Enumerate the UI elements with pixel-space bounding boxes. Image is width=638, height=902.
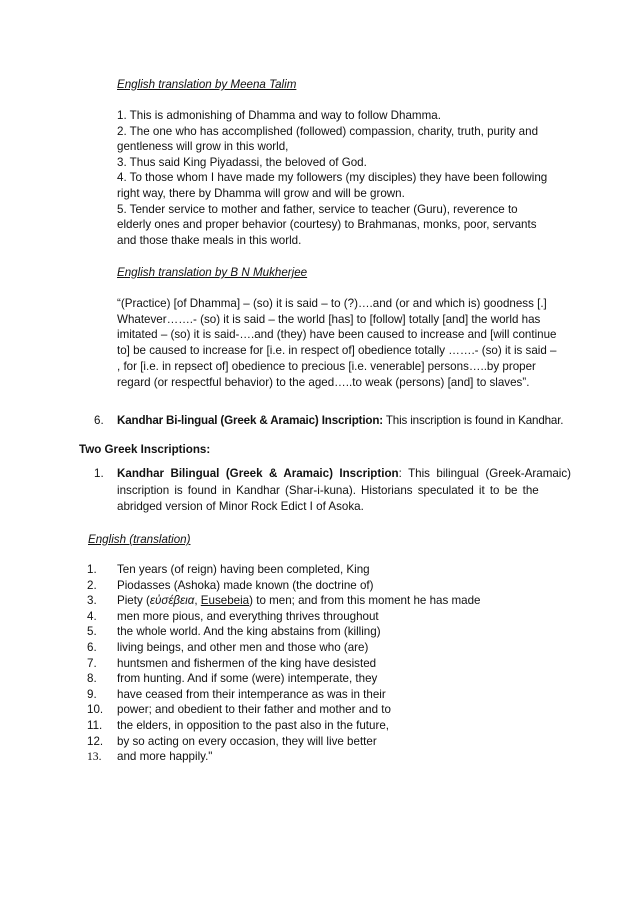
greek-inscriptions-heading (79, 442, 210, 458)
english-translation-list (87, 562, 547, 765)
item-6-number: 6. (94, 414, 104, 427)
greek-item-1-number: 1. (94, 467, 104, 480)
list-text-part: , (194, 594, 201, 608)
greek-heading-text: Two Greek Inscriptions: (79, 443, 211, 456)
talim-line: 3. Thus said King Piyadassi, the beloved of God. (117, 155, 367, 169)
list-text: by so acting on every occasion, they will live better (117, 734, 377, 748)
list-item (87, 624, 547, 640)
mukherjee-line: to] be caused to increase for [i.e. in respect of] obedience totally …….- (so) it is said – (117, 344, 557, 358)
list-text: from hunting. And if some (were) intemperate, they (117, 672, 378, 686)
mukherjee-line: imitated – (so) it is said-….and (they) have been caused to increase and [will continue (117, 328, 557, 342)
list-number: 1. (87, 563, 97, 576)
mukherjee-heading (117, 265, 563, 281)
mukherjee-translation (117, 296, 563, 390)
list-text: living beings, and other men and those who (are) (117, 640, 369, 654)
list-number: 7. (87, 656, 97, 670)
greek-item-1-line: abridged version of Minor Rock Edict I of Asoka. (117, 500, 364, 513)
list-number: 4. (87, 609, 97, 623)
greek-item-1-line: : This bilingual (Greek-Aramaic) (398, 467, 572, 480)
talim-heading-text: English translation by Meena Talim (117, 78, 297, 91)
list-item (87, 656, 547, 672)
eusebeia-link[interactable]: Eusebeia (200, 594, 250, 608)
greek-item-1-title: Kandhar Bilingual (Greek & Aramaic) Inscription (117, 467, 399, 480)
greek-item-1-line: inscription is found in Kandhar (Shar-i-kuna). Historians speculated it to be the (117, 483, 539, 497)
item-6-title: Kandhar Bi-lingual (Greek & Aramaic) Inscription: (117, 414, 384, 427)
talim-line: elderly ones and proper behavior (courtesy) to Brahmanas, monks, poor, servants (117, 218, 537, 232)
list-number: 3. (87, 594, 97, 608)
english-translation-heading-text: English (translation) (88, 533, 191, 546)
talim-line: right way, there by Dhamma will grow and will be grown. (117, 186, 405, 200)
list-item (87, 734, 547, 750)
list-text: power; and obedient to their father and mother and to (117, 703, 391, 717)
talim-line: 4. To those whom I have made my followers (my disciples) they have been following (117, 171, 548, 185)
talim-line: 5. Tender service to mother and father, service to teacher (Guru), reverence to (117, 202, 518, 216)
mukherjee-heading-text: English translation by B N Mukherjee (117, 266, 308, 279)
list-item (87, 609, 547, 625)
mukherjee-line: “(Practice) [of Dhamma] – (so) it is said – to (?)….and (or and which is) goodness [.] (117, 297, 547, 310)
talim-line: 2. The one who has accomplished (followed) compassion, charity, truth, purity and (117, 124, 539, 138)
list-number: 8. (87, 672, 97, 686)
list-number: 9. (87, 687, 97, 701)
list-item (87, 578, 547, 594)
list-text: Piodasses (Ashoka) made known (the doctrine of) (117, 578, 374, 592)
list-item (87, 718, 547, 734)
talim-translation (117, 108, 563, 248)
talim-heading (117, 77, 563, 93)
list-number: 12. (87, 734, 104, 748)
greek-word: εὐσέβεια (149, 594, 195, 608)
mukherjee-line: , for [i.e. in repsect of] obedience to precious [i.e. venerable] persons…..by proper (117, 359, 536, 373)
mukherjee-line: Whatever…….- (so) it is said – the world [has] to [follow] totally [and] the world has (117, 312, 541, 326)
list-number: 2. (87, 578, 97, 592)
list-item (87, 687, 547, 703)
list-text: and more happily." (117, 750, 213, 764)
list-text: men more pious, and everything thrives throughout (117, 609, 379, 623)
english-translation-heading (88, 532, 190, 548)
talim-line: and those thake meals in this world. (117, 233, 302, 247)
list-number: 6. (87, 640, 97, 654)
item-6-text: This inscription is found in Kandhar. (383, 414, 564, 427)
list-text: the elders, in opposition to the past also in the future, (117, 718, 389, 732)
list-text: Ten years (of reign) having been completed, King (117, 563, 370, 576)
list-text-part: ) to men; and from this moment he has made (249, 594, 481, 608)
list-number: 13. (87, 750, 102, 764)
list-item (87, 593, 547, 609)
list-item (87, 749, 547, 765)
list-number: 10. (87, 703, 104, 717)
list-text (117, 593, 480, 609)
list-item (87, 671, 547, 687)
list-item (87, 562, 547, 578)
talim-line: gentleness will grow in this world, (117, 140, 289, 154)
list-item (87, 640, 547, 656)
talim-line: 1. This is admonishing of Dhamma and way to follow Dhamma. (117, 109, 441, 122)
list-text: huntsmen and fishermen of the king have desisted (117, 656, 377, 670)
list-text-part: Piety ( (117, 594, 150, 608)
list-text: the whole world. And the king abstains from (killing) (117, 625, 381, 639)
list-text: have ceased from their intemperance as was in their (117, 687, 386, 701)
list-number: 5. (87, 625, 97, 639)
mukherjee-line: regard (or respectful behavior) to the aged…..to weak (persons) [and] to slaves”. (117, 375, 530, 389)
list-number: 11. (87, 718, 103, 732)
list-item (87, 702, 547, 718)
